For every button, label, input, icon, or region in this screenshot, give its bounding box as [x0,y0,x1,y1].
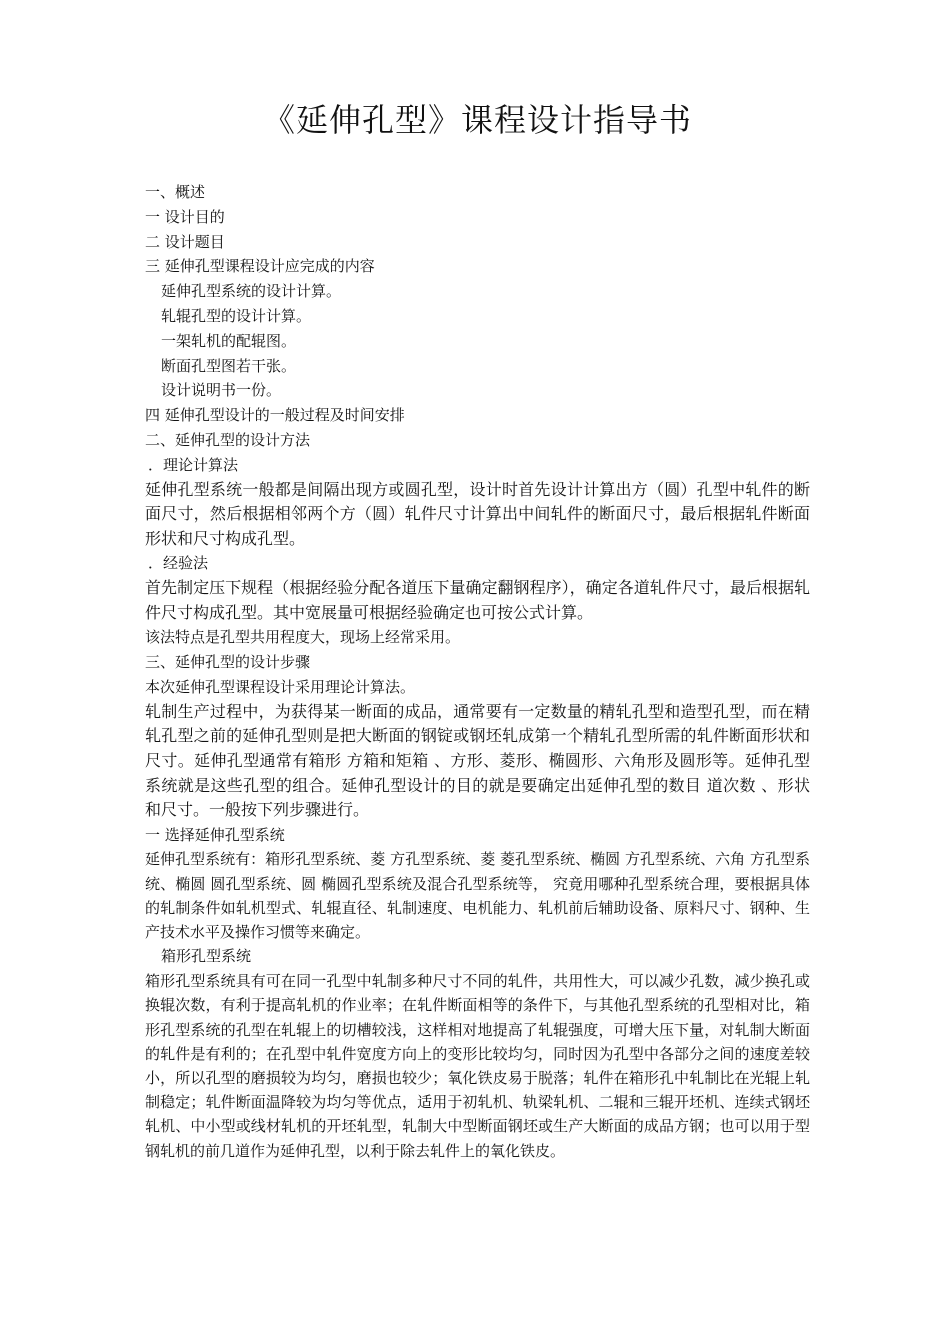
section-design-methods: 二、延伸孔型的设计方法 [145,430,311,449]
paragraph-select-system: 延伸孔型系统有：箱形孔型系统、菱 方孔型系统、菱 菱孔型系统、椭圆 方孔型系统、六角 方孔型系统、椭圆 圆孔型系统、圆 椭圆孔型系统及混合孔型系统等， 究竟用哪种孔型系统合理，要根据具体的轧制条件如轧机型式、轧辊直径、轧制速度、电机能力、轧机前后辅助设备、原料尺寸、钢种、生产技术水平及操作习惯等来确定。 [145,850,810,942]
sub-design-content: 三 延伸孔型课程设计应完成的内容 [145,257,375,276]
content-item: 设计说明书一份。 [161,381,282,400]
sub-design-topic: 二 设计题目 [145,232,225,251]
heading-select-system: 一 选择延伸孔型系统 [145,825,285,844]
sub-process-schedule: 四 延伸孔型设计的一般过程及时间安排 [145,406,405,425]
heading-box-system: 箱形孔型系统 [161,947,252,966]
paragraph-design-steps: 轧制生产过程中，为获得某一断面的成品，通常要有一定数量的精轧孔型和造型孔型，而在精轧孔型之前的延伸孔型则是把大断面的钢锭或钢坯轧成第一个精轧孔型所需的轧件断面形状和尺寸。延伸孔型通常有箱形 方箱和矩箱 、方形、菱形、椭圆形、六角形及圆形等。延伸孔型系统就是这些孔型的组合。延伸孔型设计的目的就是要确定出延伸孔型的数目 道次数 、形状和尺寸。一般按下列步骤进行。 [145,701,810,820]
content-item: 轧辊孔型的设计计算。 [161,306,312,325]
heading-experience-method: ．经验法 [148,554,209,573]
paragraph-theory-method: 延伸孔型系统一般都是间隔出现方或圆孔型，设计时首先设计计算出方（圆）孔型中轧件的断面尺寸，然后根据相邻两个方（圆）轧件尺寸计算出中间轧件的断面尺寸，最后根据轧件断面形状和尺寸构成孔型。 [145,479,810,548]
paragraph-experience-method: 首先制定压下规程（根据经验分配各道压下量确定翻钢程序），确定各道轧件尺寸，最后根据轧件尺寸构成孔型。其中宽展量可根据经验确定也可按公式计算。 [145,578,810,622]
steps-intro: 本次延伸孔型课程设计采用理论计算法。 [145,677,416,696]
content-item: 延伸孔型系统的设计计算。 [161,282,342,301]
section-overview: 一、概述 [145,183,206,201]
section-design-steps: 三、延伸孔型的设计步骤 [145,653,311,672]
sub-design-purpose: 一 设计目的 [145,207,225,226]
heading-theory-method: ．理论计算法 [148,455,239,474]
document-title: 《延伸孔型》课程设计指导书 [262,101,692,139]
experience-method-note: 该法特点是孔型共用程度大，现场上经常采用。 [145,628,461,647]
paragraph-box-system: 箱形孔型系统具有可在同一孔型中轧制多种尺寸不同的轧件，共用性大，可以减少孔数，减少换孔或换辊次数，有利于提高轧机的作业率；在轧件断面相等的条件下，与其他孔型系统的孔型相对比，箱形孔型系统的孔型在轧辊上的切槽较浅，这样相对地提高了轧辊强度，可增大压下量，对轧制大断面的轧件是有利的；在孔型中轧件宽度方向上的变形比较均匀，同时因为孔型中各部分之间的速度差较小，所以孔型的磨损较为均匀，磨损也较少；氧化铁皮易于脱落；轧件在箱形孔中轧制比在光辊上轧制稳定；轧件断面温降较为均匀等优点，适用于初轧机、轨梁轧机、二辊和三辊开坯机、连续式钢坯轧机、中小型或线材轧机的开坯轧型，轧制大中型断面钢坯或生产大断面的成品方钢；也可以用于型钢轧机的前几道作为延伸孔型，以利于除去轧件上的氧化铁皮。 [145,972,810,1160]
content-item: 断面孔型图若干张。 [161,356,297,375]
content-item: 一架轧机的配辊图。 [161,331,297,350]
